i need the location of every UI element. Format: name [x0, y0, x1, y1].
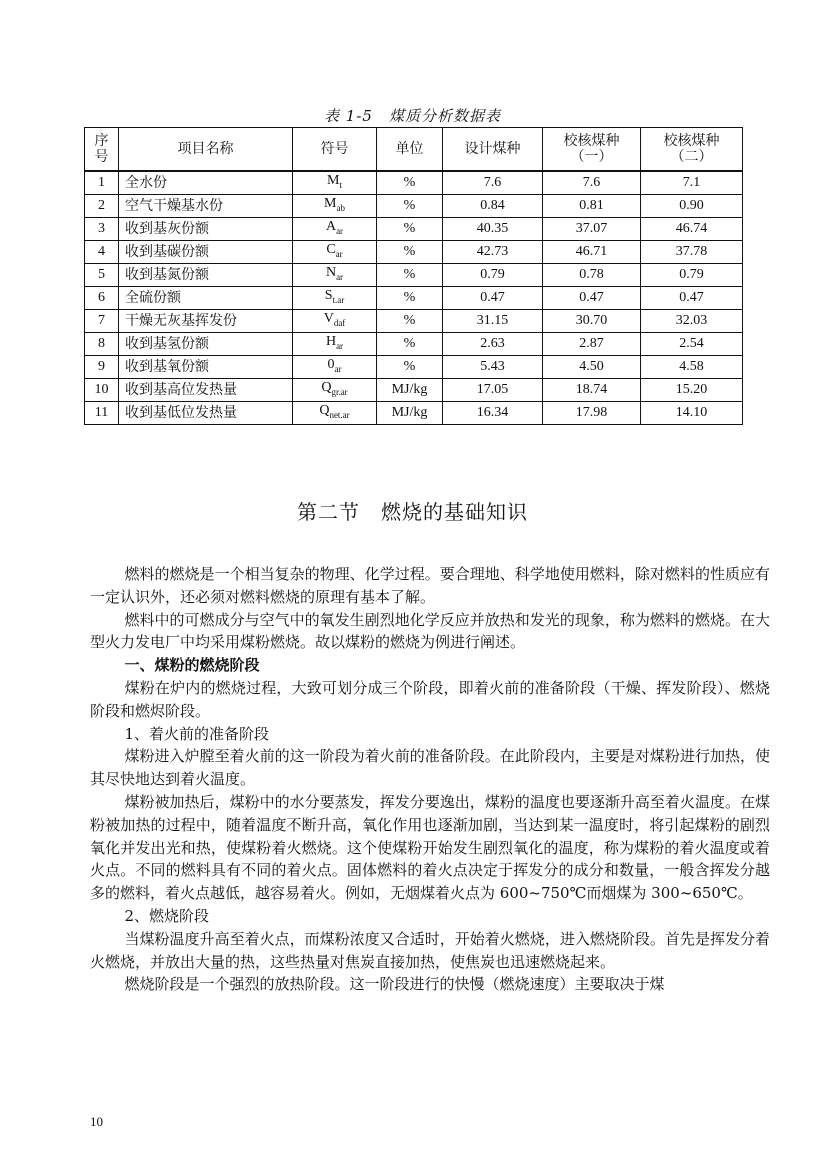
cell-symbol	[293, 402, 377, 425]
cell-no: 4	[85, 241, 119, 264]
cell-design: 40.35	[443, 218, 543, 241]
body-text	[90, 563, 770, 996]
symbol-main: N	[325, 265, 337, 281]
cell-name: 全硫份额	[119, 287, 293, 310]
symbol-main: V	[323, 311, 334, 327]
cell-unit: %	[377, 287, 443, 310]
section-title: 第二节 燃烧的基础知识	[297, 500, 528, 524]
symbol-subscript: ar	[334, 363, 342, 374]
cell-unit: %	[377, 218, 443, 241]
cell-check1: 37.07	[543, 218, 641, 241]
cell-symbol	[293, 333, 377, 356]
cell-symbol	[293, 171, 377, 195]
cell-check2: 0.90	[641, 195, 743, 218]
symbol-subscript: ar	[336, 225, 344, 236]
cell-design: 0.47	[443, 287, 543, 310]
cell-design: 31.15	[443, 310, 543, 333]
table-row	[85, 356, 743, 379]
symbol-subscript: ab	[336, 202, 345, 213]
cell-check2: 46.74	[641, 218, 743, 241]
table-row	[85, 195, 743, 218]
cell-no: 11	[85, 402, 119, 425]
cell-unit: %	[377, 264, 443, 287]
cell-symbol	[293, 241, 377, 264]
header-design: 设计煤种	[443, 128, 543, 172]
paragraph: 燃料中的可燃成分与空气中的氧发生剧烈地化学反应并放热和发光的现象，称为燃料的燃烧。在大型火力发电厂中均采用煤粉燃烧。故以煤粉的燃烧为例进行阐述。	[90, 610, 770, 652]
cell-check2: 14.10	[641, 402, 743, 425]
symbol-subscript: ar	[336, 340, 344, 351]
coal-analysis-table	[84, 127, 743, 425]
symbol-main: Q	[319, 403, 330, 419]
subheading: 2、燃烧阶段	[124, 906, 210, 925]
symbol-subscript: ar	[336, 271, 344, 282]
cell-symbol	[293, 310, 377, 333]
cell-unit: %	[377, 356, 443, 379]
cell-design: 16.34	[443, 402, 543, 425]
cell-check2: 0.79	[641, 264, 743, 287]
table-body	[85, 171, 743, 425]
cell-check1: 30.70	[543, 310, 641, 333]
cell-symbol	[293, 218, 377, 241]
cell-name: 全水份	[119, 171, 293, 195]
table-header-row	[85, 128, 743, 172]
cell-design: 7.6	[443, 171, 543, 195]
cell-name: 收到基灰份额	[119, 218, 293, 241]
cell-check1: 18.74	[543, 379, 641, 402]
cell-unit: %	[377, 171, 443, 195]
header-check2: 校核煤种（二）	[641, 128, 743, 172]
header-check1: 校核煤种（一）	[543, 128, 641, 172]
symbol-subscript: daf	[333, 317, 346, 328]
table-row	[85, 241, 743, 264]
cell-check1: 4.50	[543, 356, 641, 379]
table-caption: 表 1-5 煤质分析数据表	[324, 107, 501, 125]
subheading: 一、煤粉的燃烧阶段	[124, 656, 260, 675]
cell-check2: 15.20	[641, 379, 743, 402]
symbol-subscript: net.ar	[329, 409, 350, 420]
header-no: 序号	[85, 128, 119, 172]
cell-design: 0.79	[443, 264, 543, 287]
cell-design: 5.43	[443, 356, 543, 379]
cell-symbol	[293, 379, 377, 402]
cell-check1: 2.87	[543, 333, 641, 356]
paragraph: 煤粉在炉内的燃烧过程，大致可划分成三个阶段，即着火前的准备阶段（干燥、挥发阶段）、燃烧阶段和燃烬阶段。	[90, 678, 770, 720]
cell-name: 收到基碳份额	[119, 241, 293, 264]
cell-check2: 37.78	[641, 241, 743, 264]
subheading: 1、着火前的准备阶段	[124, 724, 270, 743]
page-number: 10	[90, 1114, 103, 1129]
cell-unit: %	[377, 333, 443, 356]
cell-no: 9	[85, 356, 119, 379]
paragraph: 燃烧阶段是一个强烈的放热阶段。这一阶段进行的快慢（燃烧速度）主要取决于煤	[124, 975, 665, 994]
symbol-main: S	[324, 288, 333, 304]
cell-check2: 32.03	[641, 310, 743, 333]
cell-symbol	[293, 195, 377, 218]
cell-no: 2	[85, 195, 119, 218]
cell-symbol	[293, 264, 377, 287]
cell-symbol	[293, 356, 377, 379]
symbol-main: H	[325, 334, 337, 350]
symbol-main: C	[326, 242, 336, 258]
cell-name: 收到基氮份额	[119, 264, 293, 287]
table-row	[85, 402, 743, 425]
cell-check1: 0.78	[543, 264, 641, 287]
symbol-main: M	[324, 196, 337, 212]
cell-name: 收到基低位发热量	[119, 402, 293, 425]
cell-unit: %	[377, 310, 443, 333]
table-row	[85, 264, 743, 287]
table-row	[85, 333, 743, 356]
header-name: 项目名称	[119, 128, 293, 172]
cell-name: 收到基高位发热量	[119, 379, 293, 402]
symbol-main: 0	[327, 357, 335, 373]
cell-design: 0.84	[443, 195, 543, 218]
cell-unit: MJ/kg	[377, 402, 443, 425]
table-row	[85, 310, 743, 333]
cell-design: 2.63	[443, 333, 543, 356]
cell-no: 6	[85, 287, 119, 310]
symbol-subscript: gr.ar	[331, 386, 348, 397]
table-row	[85, 287, 743, 310]
cell-check1: 17.98	[543, 402, 641, 425]
cell-name: 空气干燥基水份	[119, 195, 293, 218]
cell-unit: %	[377, 241, 443, 264]
cell-check1: 0.81	[543, 195, 641, 218]
cell-check1: 7.6	[543, 171, 641, 195]
cell-symbol	[293, 287, 377, 310]
paragraph: 燃料的燃烧是一个相当复杂的物理、化学过程。要合理地、科学地使用燃料，除对燃料的性质应有一定认识外，还必须对燃料燃烧的原理有基本了解。	[90, 565, 770, 606]
table-row	[85, 218, 743, 241]
cell-unit: MJ/kg	[377, 379, 443, 402]
symbol-subscript: t.ar	[332, 294, 345, 305]
cell-no: 8	[85, 333, 119, 356]
cell-design: 42.73	[443, 241, 543, 264]
cell-no: 10	[85, 379, 119, 402]
symbol-subscript: t	[339, 179, 342, 190]
cell-design: 17.05	[443, 379, 543, 402]
cell-check2: 2.54	[641, 333, 743, 356]
cell-name: 收到基氢份额	[119, 333, 293, 356]
header-unit: 单位	[377, 128, 443, 172]
symbol-subscript: ar	[335, 248, 343, 259]
cell-name: 收到基氧份额	[119, 356, 293, 379]
cell-check2: 4.58	[641, 356, 743, 379]
cell-check2: 0.47	[641, 287, 743, 310]
cell-no: 3	[85, 218, 119, 241]
cell-no: 7	[85, 310, 119, 333]
symbol-main: M	[327, 173, 340, 189]
cell-name: 干燥无灰基挥发份	[119, 310, 293, 333]
cell-check2: 7.1	[641, 171, 743, 195]
cell-check1: 0.47	[543, 287, 641, 310]
table-row	[85, 171, 743, 195]
paragraph: 当煤粉温度升高至着火点，而煤粉浓度又合适时，开始着火燃烧，进入燃烧阶段。首先是挥发分着火燃烧，并放出大量的热，这些热量对焦炭直接加热，使焦炭也迅速燃烧起来。	[90, 929, 770, 971]
symbol-main: A	[325, 219, 337, 235]
symbol-main: Q	[321, 380, 332, 396]
header-symbol: 符号	[293, 128, 377, 172]
paragraph: 煤粉被加热后，煤粉中的水分要蒸发，挥发分要逸出，煤粉的温度也要逐渐升高至着火温度。在煤粉被加热的过程中，随着温度不断升高，氧化作用也逐渐加剧，当达到某一温度时，将引起煤粉的剧烈氧化并发出光和热，使煤粉着火燃烧。这个使煤粉开始发生剧烈氧化的温度，称为煤粉的着火温度或着火点。不同的燃料具有不同的着火点。固体燃料的着火点决定于挥发分的成分和数量，一般含挥发分越多的燃料，着火点越低，越容易着火。例如，无烟煤着火点为 600~750℃而烟煤为 300~650℃。	[90, 792, 770, 903]
cell-no: 1	[85, 171, 119, 195]
cell-no: 5	[85, 264, 119, 287]
cell-check1: 46.71	[543, 241, 641, 264]
paragraph: 煤粉进入炉膛至着火前的这一阶段为着火前的准备阶段。在此阶段内，主要是对煤粉进行加热，使其尽快地达到着火温度。	[90, 747, 770, 789]
table-row	[85, 379, 743, 402]
cell-unit: %	[377, 195, 443, 218]
